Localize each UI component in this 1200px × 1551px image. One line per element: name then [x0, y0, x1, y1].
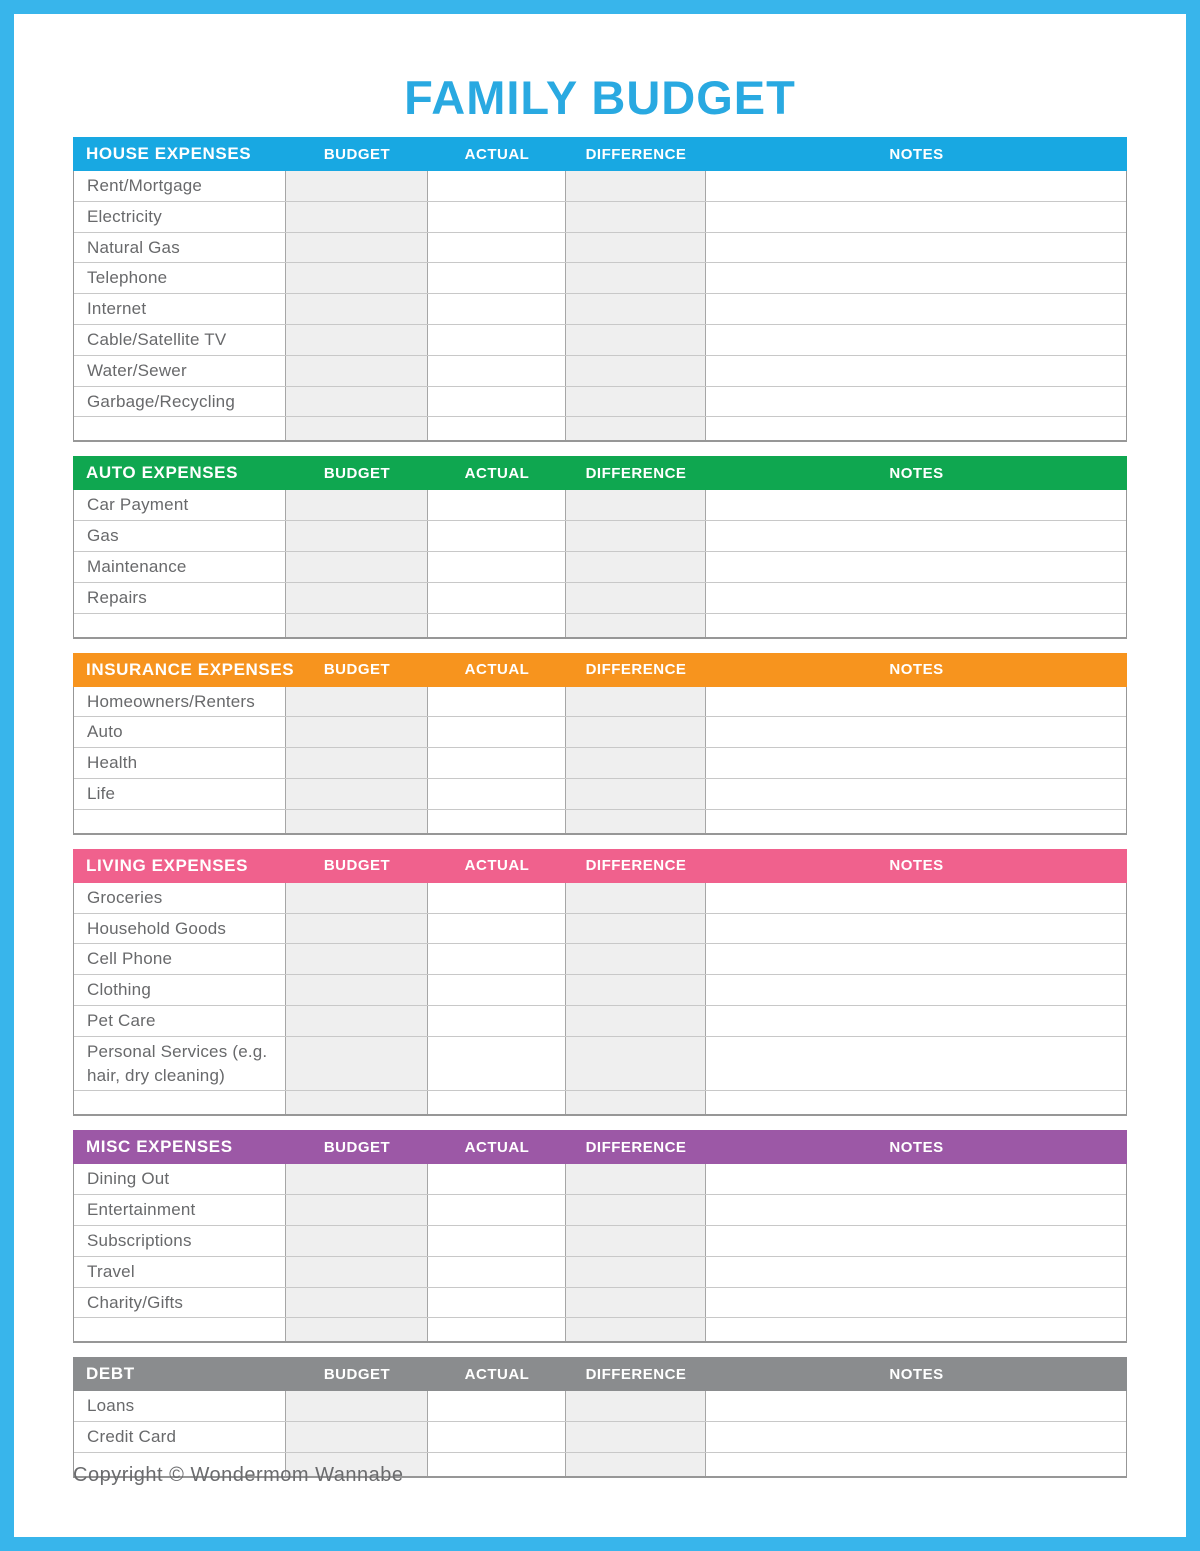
section-body-misc-expenses [73, 1164, 1127, 1343]
difference-cell [566, 687, 706, 717]
expense-label: Cell Phone [74, 944, 286, 974]
actual-cell [428, 883, 566, 913]
expense-row [74, 490, 1126, 521]
notes-cell [706, 490, 1126, 520]
actual-cell [428, 1257, 566, 1287]
expense-label: Electricity [74, 202, 286, 232]
expense-label: Subscriptions [74, 1226, 286, 1256]
expense-label: Water/Sewer [74, 356, 286, 386]
budget-cell [286, 614, 428, 637]
column-header-notes: NOTES [889, 661, 944, 679]
actual-cell [428, 914, 566, 944]
expense-row [74, 417, 1126, 440]
expense-label: Charity/Gifts [74, 1288, 286, 1318]
difference-cell [566, 810, 706, 833]
difference-cell [566, 1288, 706, 1318]
section-debt [73, 1357, 1127, 1478]
notes-cell [706, 521, 1126, 551]
section-header-house-expenses [73, 137, 1127, 171]
difference-cell [566, 1006, 706, 1036]
notes-cell [706, 944, 1126, 974]
actual-cell [428, 1288, 566, 1318]
actual-cell [428, 294, 566, 324]
expense-row [74, 356, 1126, 387]
actual-cell [428, 1037, 566, 1091]
difference-cell [566, 944, 706, 974]
expense-row [74, 583, 1126, 614]
column-header-difference: DIFFERENCE [585, 857, 687, 875]
notes-cell [706, 1257, 1126, 1287]
budget-cell [286, 325, 428, 355]
difference-cell [566, 975, 706, 1005]
budget-cell [286, 883, 428, 913]
column-header-actual: ACTUAL [464, 464, 530, 482]
budget-cell [286, 387, 428, 417]
page-title: FAMILY BUDGET [404, 71, 796, 124]
difference-cell [566, 1391, 706, 1421]
difference-cell [566, 1164, 706, 1194]
expense-label: Rent/Mortgage [74, 171, 286, 201]
notes-cell [706, 687, 1126, 717]
expense-row [74, 1006, 1126, 1037]
section-header-insurance-expenses [73, 653, 1127, 687]
expense-label: Clothing [74, 975, 286, 1005]
expense-row [74, 748, 1126, 779]
expense-row [74, 1318, 1126, 1341]
column-header-budget: BUDGET [323, 1365, 391, 1383]
expense-label: Telephone [74, 263, 286, 293]
sections [73, 137, 1127, 1478]
budget-cell [286, 417, 428, 440]
section-house-expenses [73, 137, 1127, 442]
section-header-living-expenses [73, 849, 1127, 883]
section-misc-expenses [73, 1130, 1127, 1343]
budget-cell [286, 1257, 428, 1287]
expense-row [74, 975, 1126, 1006]
budget-cell [286, 717, 428, 747]
expense-row [74, 687, 1126, 718]
expense-label: Repairs [74, 583, 286, 613]
actual-cell [428, 417, 566, 440]
expense-row [74, 387, 1126, 418]
actual-cell [428, 1318, 566, 1341]
notes-cell [706, 779, 1126, 809]
expense-row [74, 883, 1126, 914]
actual-cell [428, 233, 566, 263]
notes-cell [706, 1318, 1126, 1341]
notes-cell [706, 171, 1126, 201]
budget-cell [286, 975, 428, 1005]
difference-cell [566, 1037, 706, 1091]
expense-row [74, 521, 1126, 552]
difference-cell [566, 233, 706, 263]
column-header-difference: DIFFERENCE [585, 1365, 687, 1383]
actual-cell [428, 552, 566, 582]
column-header-difference: DIFFERENCE [585, 1138, 687, 1156]
expense-row [74, 171, 1126, 202]
expense-label: Natural Gas [74, 233, 286, 263]
column-header-actual: ACTUAL [464, 857, 530, 875]
notes-cell [706, 1453, 1126, 1476]
expense-label [74, 1318, 286, 1341]
actual-cell [428, 1006, 566, 1036]
budget-cell [286, 294, 428, 324]
budget-cell [286, 1164, 428, 1194]
expense-row [74, 914, 1126, 945]
expense-label: Personal Services (e.g. hair, dry cleaning) [74, 1037, 286, 1091]
budget-cell [286, 1091, 428, 1114]
column-header-difference: DIFFERENCE [585, 464, 687, 482]
budget-cell [286, 356, 428, 386]
expense-label [74, 614, 286, 637]
expense-label: Travel [74, 1257, 286, 1287]
column-header-budget: BUDGET [323, 145, 391, 163]
expense-label: Garbage/Recycling [74, 387, 286, 417]
notes-cell [706, 1037, 1126, 1091]
expense-row [74, 1391, 1126, 1422]
expense-label: Household Goods [74, 914, 286, 944]
section-title: INSURANCE EXPENSES [86, 659, 295, 679]
difference-cell [566, 614, 706, 637]
expense-label: Dining Out [74, 1164, 286, 1194]
column-header-notes: NOTES [889, 1365, 944, 1383]
notes-cell [706, 1164, 1126, 1194]
actual-cell [428, 521, 566, 551]
expense-row [74, 810, 1126, 833]
notes-cell [706, 883, 1126, 913]
expense-row [74, 1195, 1126, 1226]
actual-cell [428, 975, 566, 1005]
column-header-notes: NOTES [889, 1138, 944, 1156]
notes-cell [706, 552, 1126, 582]
expense-label: Maintenance [74, 552, 286, 582]
notes-cell [706, 263, 1126, 293]
actual-cell [428, 171, 566, 201]
expense-row [74, 1226, 1126, 1257]
expense-label: Homeowners/Renters [74, 687, 286, 717]
actual-cell [428, 325, 566, 355]
actual-cell [428, 687, 566, 717]
notes-cell [706, 975, 1126, 1005]
difference-cell [566, 521, 706, 551]
difference-cell [566, 263, 706, 293]
budget-cell [286, 202, 428, 232]
expense-row [74, 1037, 1126, 1092]
copyright-notice: Copyright © Wondermom Wannabe [73, 1464, 404, 1486]
budget-cell [286, 1318, 428, 1341]
actual-cell [428, 944, 566, 974]
budget-cell [286, 490, 428, 520]
notes-cell [706, 914, 1126, 944]
budget-cell [286, 1391, 428, 1421]
actual-cell [428, 387, 566, 417]
difference-cell [566, 1318, 706, 1341]
section-insurance-expenses [73, 653, 1127, 835]
difference-cell [566, 552, 706, 582]
budget-cell [286, 944, 428, 974]
expense-row [74, 1288, 1126, 1319]
expense-label: Credit Card [74, 1422, 286, 1452]
section-title: HOUSE EXPENSES [86, 144, 252, 164]
actual-cell [428, 1453, 566, 1476]
budget-cell [286, 748, 428, 778]
budget-cell [286, 1288, 428, 1318]
section-title: LIVING EXPENSES [86, 855, 249, 875]
budget-cell [286, 687, 428, 717]
actual-cell [428, 1164, 566, 1194]
actual-cell [428, 583, 566, 613]
difference-cell [566, 779, 706, 809]
budget-cell [286, 1195, 428, 1225]
difference-cell [566, 914, 706, 944]
actual-cell [428, 717, 566, 747]
notes-cell [706, 748, 1126, 778]
section-body-insurance-expenses [73, 687, 1127, 835]
actual-cell [428, 810, 566, 833]
expense-row [74, 1257, 1126, 1288]
expense-label [74, 810, 286, 833]
expense-row [74, 1164, 1126, 1195]
expense-row [74, 614, 1126, 637]
column-header-notes: NOTES [889, 464, 944, 482]
budget-cell [286, 810, 428, 833]
difference-cell [566, 717, 706, 747]
notes-cell [706, 202, 1126, 232]
expense-label: Health [74, 748, 286, 778]
difference-cell [566, 883, 706, 913]
section-title: DEBT [86, 1364, 135, 1384]
budget-cell [286, 583, 428, 613]
section-header-auto-expenses [73, 456, 1127, 490]
actual-cell [428, 1391, 566, 1421]
budget-cell [286, 1006, 428, 1036]
budget-cell [286, 779, 428, 809]
difference-cell [566, 417, 706, 440]
budget-cell [286, 552, 428, 582]
notes-cell [706, 1195, 1126, 1225]
difference-cell [566, 490, 706, 520]
budget-cell [286, 263, 428, 293]
column-header-notes: NOTES [889, 857, 944, 875]
actual-cell [428, 779, 566, 809]
expense-row [74, 717, 1126, 748]
difference-cell [566, 202, 706, 232]
expense-label: Cable/Satellite TV [74, 325, 286, 355]
expense-label: Gas [74, 521, 286, 551]
notes-cell [706, 810, 1126, 833]
section-header-misc-expenses [73, 1130, 1127, 1164]
actual-cell [428, 614, 566, 637]
expense-label: Groceries [74, 883, 286, 913]
notes-cell [706, 417, 1126, 440]
difference-cell [566, 583, 706, 613]
expense-row [74, 202, 1126, 233]
section-header-debt [73, 1357, 1127, 1391]
expense-label: Pet Care [74, 1006, 286, 1036]
difference-cell [566, 1422, 706, 1452]
notes-cell [706, 614, 1126, 637]
section-title: MISC EXPENSES [86, 1137, 233, 1157]
actual-cell [428, 490, 566, 520]
expense-label: Internet [74, 294, 286, 324]
difference-cell [566, 387, 706, 417]
expense-label [74, 417, 286, 440]
notes-cell [706, 233, 1126, 263]
expense-row [74, 1422, 1126, 1453]
actual-cell [428, 202, 566, 232]
column-header-actual: ACTUAL [464, 145, 530, 163]
actual-cell [428, 356, 566, 386]
actual-cell [428, 263, 566, 293]
column-header-notes: NOTES [889, 145, 944, 163]
budget-cell [286, 914, 428, 944]
column-header-budget: BUDGET [323, 1138, 391, 1156]
actual-cell [428, 748, 566, 778]
notes-cell [706, 1422, 1126, 1452]
column-header-difference: DIFFERENCE [585, 145, 687, 163]
expense-label: Entertainment [74, 1195, 286, 1225]
budget-cell [286, 1037, 428, 1091]
difference-cell [566, 356, 706, 386]
budget-cell [286, 171, 428, 201]
expense-row [74, 233, 1126, 264]
notes-cell [706, 387, 1126, 417]
section-body-auto-expenses [73, 490, 1127, 638]
section-auto-expenses [73, 456, 1127, 638]
difference-cell [566, 1195, 706, 1225]
expense-row [74, 944, 1126, 975]
expense-label: Loans [74, 1391, 286, 1421]
column-header-budget: BUDGET [323, 857, 391, 875]
expense-label [74, 1091, 286, 1114]
notes-cell [706, 1288, 1126, 1318]
expense-row [74, 294, 1126, 325]
column-header-actual: ACTUAL [464, 1138, 530, 1156]
difference-cell [566, 294, 706, 324]
budget-cell [286, 1422, 428, 1452]
notes-cell [706, 1006, 1126, 1036]
column-header-actual: ACTUAL [464, 661, 530, 679]
actual-cell [428, 1195, 566, 1225]
expense-row [74, 325, 1126, 356]
difference-cell [566, 325, 706, 355]
difference-cell [566, 1091, 706, 1114]
column-header-budget: BUDGET [323, 464, 391, 482]
difference-cell [566, 748, 706, 778]
expense-row [74, 263, 1126, 294]
notes-cell [706, 1226, 1126, 1256]
budget-cell [286, 233, 428, 263]
expense-row [74, 1091, 1126, 1114]
notes-cell [706, 1091, 1126, 1114]
expense-row [74, 779, 1126, 810]
budget-cell [286, 521, 428, 551]
notes-cell [706, 356, 1126, 386]
difference-cell [566, 1226, 706, 1256]
expense-label: Car Payment [74, 490, 286, 520]
expense-label: Auto [74, 717, 286, 747]
notes-cell [706, 583, 1126, 613]
difference-cell [566, 1257, 706, 1287]
section-body-living-expenses [73, 883, 1127, 1117]
column-header-actual: ACTUAL [464, 1365, 530, 1383]
expense-row [74, 552, 1126, 583]
notes-cell [706, 1391, 1126, 1421]
column-header-budget: BUDGET [323, 661, 391, 679]
difference-cell [566, 1453, 706, 1476]
difference-cell [566, 171, 706, 201]
section-body-house-expenses [73, 171, 1127, 442]
actual-cell [428, 1226, 566, 1256]
notes-cell [706, 325, 1126, 355]
notes-cell [706, 717, 1126, 747]
notes-cell [706, 294, 1126, 324]
column-header-difference: DIFFERENCE [585, 661, 687, 679]
expense-label: Life [74, 779, 286, 809]
section-living-expenses [73, 849, 1127, 1117]
section-title: AUTO EXPENSES [86, 463, 239, 483]
actual-cell [428, 1422, 566, 1452]
budget-cell [286, 1226, 428, 1256]
actual-cell [428, 1091, 566, 1114]
